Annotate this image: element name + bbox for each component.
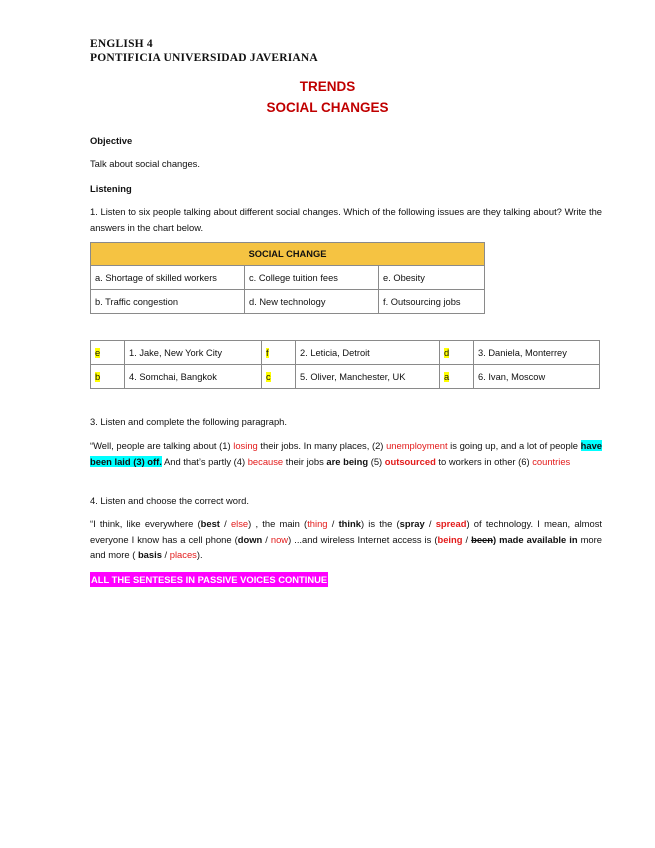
choice-separator: / bbox=[161, 549, 170, 560]
table-cell: e. Obesity bbox=[379, 266, 485, 290]
answer-6: countries bbox=[532, 455, 571, 467]
table-cell: c. College tuition fees bbox=[245, 266, 379, 290]
table-row bbox=[91, 290, 485, 314]
paragraph-text: ) , the main ( bbox=[248, 518, 308, 529]
answer-3-highlighted: have been laid (3) off. bbox=[90, 440, 603, 467]
paragraph-text: “I think, like everywhere ( bbox=[90, 518, 201, 529]
social-change-table bbox=[90, 242, 485, 314]
listening-label: Listening bbox=[90, 183, 132, 194]
paragraph-text: ) ...and wireless Internet access is ( bbox=[288, 533, 438, 545]
person-cell: 6. Ivan, Moscow bbox=[474, 365, 600, 389]
question-1-instruction: 1. Listen to six people talking about different social changes. Which of the following issues are they talking about? Write the answers in the chart below. bbox=[90, 206, 602, 233]
choice-option: spray bbox=[399, 518, 425, 529]
choice-separator: / bbox=[219, 518, 231, 529]
person-cell: 2. Leticia, Detroit bbox=[296, 341, 440, 365]
answer-letter-cell bbox=[91, 341, 125, 365]
choice-answer: spread bbox=[435, 518, 467, 529]
paragraph-text: ) of technology. I mean, almost everyone I know has a cell phone ( bbox=[90, 518, 602, 545]
paragraph-bold-text: are being bbox=[326, 455, 369, 467]
choice-option: down bbox=[237, 533, 263, 545]
question-4-paragraph bbox=[90, 516, 602, 563]
answer-letter-cell bbox=[262, 341, 296, 365]
choice-answer: now bbox=[270, 533, 289, 545]
table-row bbox=[91, 365, 600, 389]
table-row bbox=[91, 266, 485, 290]
objective-text: Talk about social changes. bbox=[90, 158, 200, 169]
paragraph-text: “Well, people are talking about (1) bbox=[90, 440, 234, 451]
answer-5: outsourced bbox=[384, 455, 436, 467]
table-cell: f. Outsourcing jobs bbox=[379, 290, 485, 314]
answer-letter: e bbox=[95, 347, 101, 358]
table-cell: d. New technology bbox=[245, 290, 379, 314]
choice-option: basis bbox=[137, 549, 162, 560]
choice-option: best bbox=[200, 518, 220, 529]
paragraph-text: (5) bbox=[368, 455, 385, 467]
answer-letter-cell bbox=[440, 341, 474, 365]
choice-separator: / bbox=[424, 518, 436, 529]
table-cell: a. Shortage of skilled workers bbox=[91, 266, 245, 290]
answer-letter: a bbox=[444, 371, 450, 382]
table-cell: b. Traffic congestion bbox=[91, 290, 245, 314]
choice-separator: / bbox=[327, 518, 339, 529]
question-3-instruction: 3. Listen and complete the following paragraph. bbox=[90, 416, 288, 427]
answer-2: unemployment bbox=[386, 440, 448, 451]
paragraph-text: their jobs. In many places, (2) bbox=[257, 440, 387, 451]
answer-letter: f bbox=[266, 347, 269, 358]
paragraph-text: more and more ( bbox=[90, 533, 602, 560]
choice-separator: / bbox=[262, 533, 271, 545]
answers-table bbox=[90, 340, 600, 389]
person-cell: 5. Oliver, Manchester, UK bbox=[296, 365, 440, 389]
choice-answer: else bbox=[230, 518, 249, 529]
choice-answer: places bbox=[169, 549, 197, 560]
person-cell: 3. Daniela, Monterrey bbox=[474, 341, 600, 365]
main-title: TRENDS bbox=[299, 79, 356, 94]
university-name: PONTIFICIA UNIVERSIDAD JAVERIANA bbox=[90, 52, 318, 64]
paragraph-text: And that’s partly (4) bbox=[161, 455, 248, 467]
paragraph-text: is going up, and a lot of people bbox=[447, 440, 581, 451]
answer-letter: c bbox=[266, 371, 271, 382]
answer-letter: b bbox=[95, 371, 101, 382]
choice-separator: / bbox=[462, 533, 472, 545]
person-cell: 1. Jake, New York City bbox=[125, 341, 262, 365]
course-title: ENGLISH 4 bbox=[90, 38, 153, 50]
answer-letter-cell bbox=[262, 365, 296, 389]
answer-1: losing bbox=[233, 440, 258, 451]
choice-answer: being bbox=[437, 533, 463, 545]
paragraph-text: ) is the ( bbox=[360, 518, 400, 529]
question-3-paragraph bbox=[90, 438, 602, 469]
question-4-instruction: 4. Listen and choose the correct word. bbox=[90, 495, 249, 506]
answer-letter-cell bbox=[440, 365, 474, 389]
answer-letter-cell bbox=[91, 365, 125, 389]
passive-voice-banner: ALL THE SENTESES IN PASSIVE VOICES CONTINUE bbox=[91, 574, 328, 585]
objective-label: Objective bbox=[90, 135, 133, 146]
answer-letter: d bbox=[444, 347, 450, 358]
paragraph-bold-text: ) made available in bbox=[493, 533, 578, 545]
choice-answer: thing bbox=[307, 518, 328, 529]
social-change-header: SOCIAL CHANGE bbox=[91, 243, 485, 266]
person-cell: 4. Somchai, Bangkok bbox=[125, 365, 262, 389]
table-row bbox=[91, 341, 600, 365]
paragraph-text: their jobs bbox=[283, 455, 327, 467]
choice-option: think bbox=[338, 518, 361, 529]
choice-option-struck: been bbox=[471, 533, 493, 545]
paragraph-text: ). bbox=[196, 549, 203, 560]
sub-title: SOCIAL CHANGES bbox=[266, 100, 389, 115]
paragraph-text: to workers in other (6) bbox=[435, 455, 533, 467]
answer-4: because bbox=[247, 455, 284, 467]
